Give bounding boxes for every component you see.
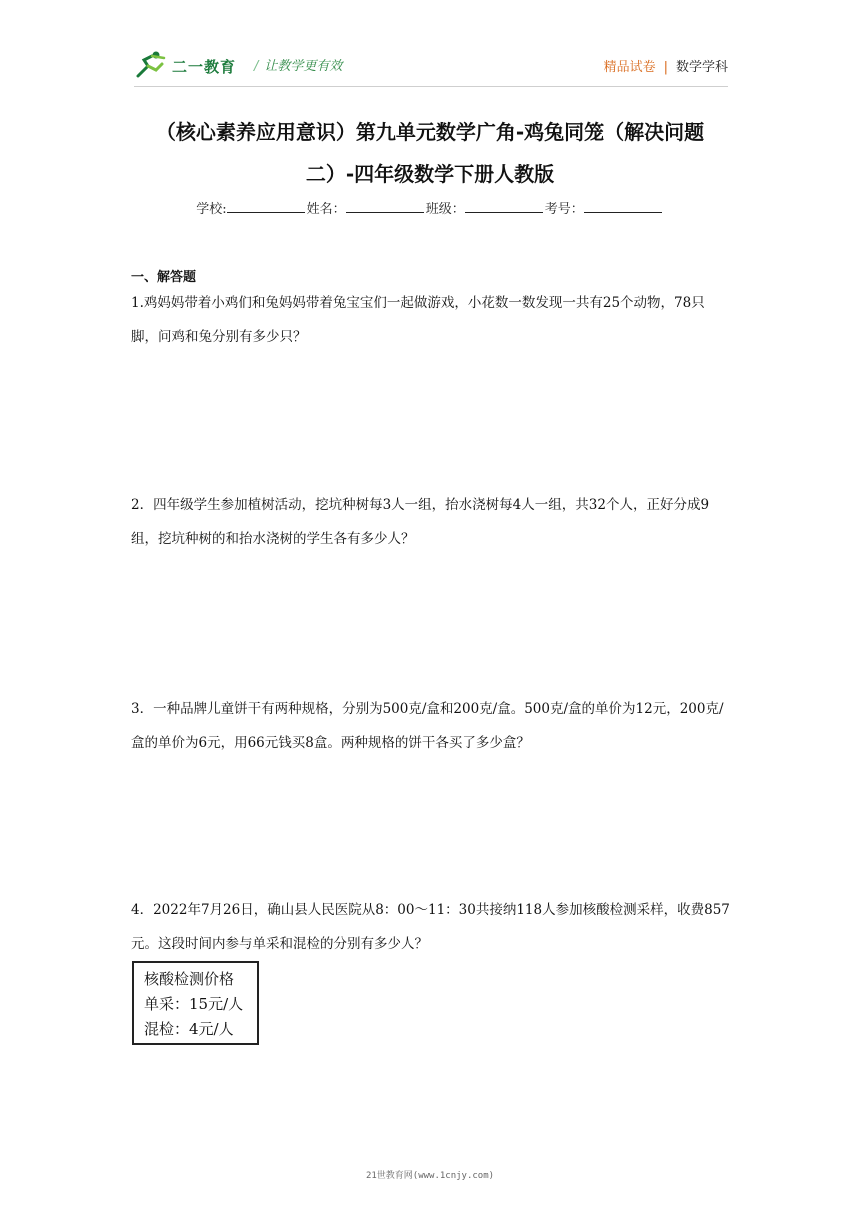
brand-right [604, 56, 728, 75]
question-3: 3．一种品牌儿童饼干有两种规格，分别为500克/盒和200克/盒。500克/盒的单价为12元，200克/盒的单价为6元，用66元钱买8盒。两种规格的饼干各买了多少盒？ [131, 701, 724, 751]
page-footer: 21世教育网(www.1cnjy.com) [365, 1171, 495, 1181]
exam-number-blank [584, 200, 662, 213]
runner-logo-icon [134, 50, 170, 80]
price-box-title: 核酸检测价格 [144, 970, 235, 988]
mixed-sample-price: 混检：4元/人 [144, 1020, 234, 1038]
price-table-box [132, 961, 259, 1045]
school-label: 学校: [196, 202, 227, 217]
name-label: 姓名： [306, 202, 346, 217]
slogan-divider: / [254, 59, 259, 74]
logo [134, 50, 244, 80]
logo-text: 二一教育 [172, 58, 237, 76]
header-divider [134, 86, 728, 87]
school-blank [227, 200, 305, 213]
class-label: 班级： [425, 202, 465, 217]
question-4: 4．2022年7月26日，确山县人民医院从8：00～11：30共接纳118人参加核酸检测采样，收费857元。这段时间内参与单采和混检的分别有多少人？ [131, 902, 730, 952]
section-title: 一、解答题 [131, 270, 197, 285]
question-1: 1.鸡妈妈带着小鸡们和兔妈妈带着兔宝宝们一起做游戏，小花数一数发现一共有25个动物，78只脚，问鸡和兔分别有多少只？ [131, 295, 705, 345]
page-header [134, 46, 728, 86]
exam-number-label: 考号： [544, 202, 584, 217]
subject-label: 数学学科 [675, 60, 728, 75]
document-title-line2: 二）-四年级数学下册人教版 [305, 162, 555, 186]
class-blank [465, 200, 543, 213]
student-info-row [0, 198, 860, 217]
slogan-text: 让教学更有效 [264, 59, 343, 74]
brand-divider: | [663, 60, 668, 75]
slogan [254, 55, 342, 74]
name-blank [346, 200, 424, 213]
premium-tag: 精品试卷 [603, 60, 656, 75]
single-sample-price: 单采：15元/人 [144, 995, 244, 1013]
question-2: 2．四年级学生参加植树活动，挖坑种树每3人一组，抬水浇树每4人一组，共32个人，正好分成9组，挖坑种树的和抬水浇树的学生各有多少人？ [131, 497, 710, 547]
document-title-line1: （核心素养应用意识）第九单元数学广角-鸡兔同笼（解决问题 [155, 120, 705, 144]
